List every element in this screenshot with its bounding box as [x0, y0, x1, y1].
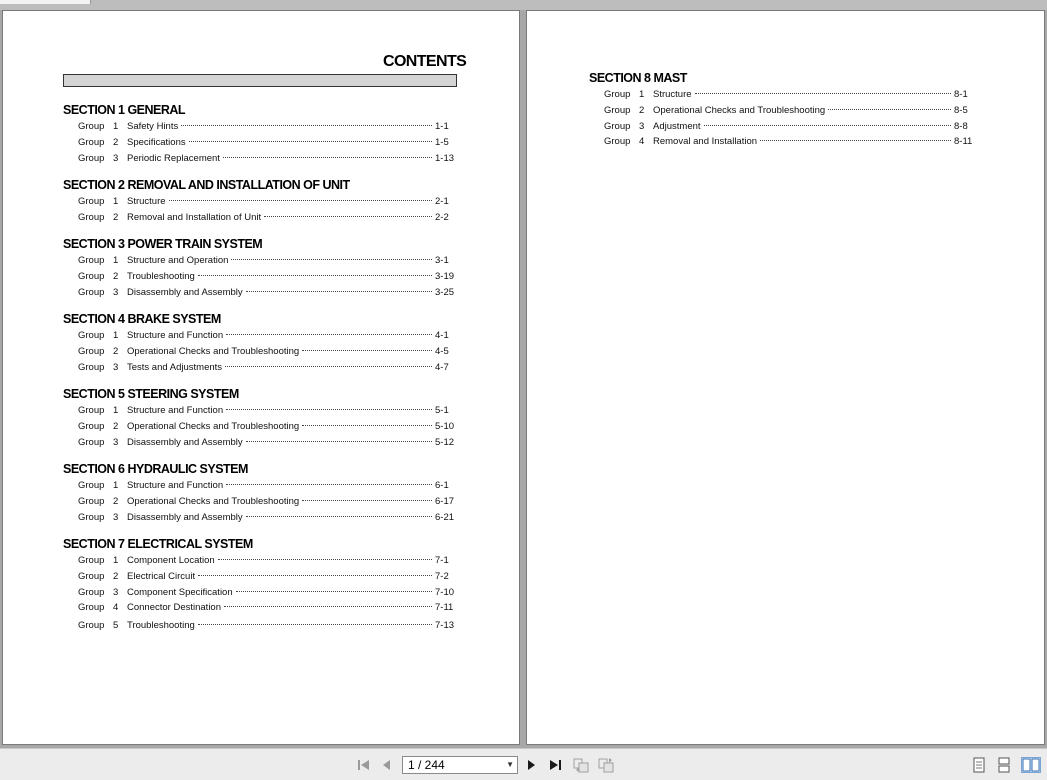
- entry-page: 7-11: [435, 602, 454, 614]
- group-label: Group: [78, 152, 105, 164]
- leader-dots: [704, 124, 951, 126]
- leader-dots: [695, 92, 951, 94]
- entry-title: Disassembly and Assembly: [127, 511, 243, 523]
- toc-entry[interactable]: [63, 285, 457, 301]
- page-indicator-text: 1 / 244: [408, 758, 445, 772]
- leader-dots: [226, 483, 432, 485]
- toc-entry[interactable]: [589, 87, 976, 103]
- group-label: Group: [78, 602, 105, 614]
- two-page-view-icon[interactable]: [1021, 757, 1041, 773]
- contents-title: CONTENTS: [383, 53, 467, 70]
- group-number: 3: [113, 586, 119, 598]
- group-label: Group: [78, 436, 105, 448]
- chevron-down-icon[interactable]: ▼: [506, 760, 514, 769]
- entry-title: Structure and Operation: [127, 255, 229, 266]
- leader-dots: [225, 365, 432, 367]
- leader-dots: [198, 623, 432, 625]
- section-heading: SECTION 8 MAST: [589, 71, 687, 85]
- leader-dots: [264, 215, 432, 217]
- group-label: Group: [78, 255, 105, 266]
- entry-page: 6-1: [435, 480, 449, 491]
- group-label: Group: [604, 104, 631, 116]
- entry-page: 5-1: [435, 405, 449, 416]
- leader-dots: [302, 424, 432, 426]
- leader-dots: [302, 349, 432, 351]
- section-heading: SECTION 6 HYDRAULIC SYSTEM: [63, 462, 248, 476]
- toc-entry[interactable]: [63, 478, 457, 494]
- leader-dots: [224, 605, 432, 607]
- document-page-right: [526, 10, 1045, 745]
- leader-dots: [236, 590, 432, 592]
- entry-title: Electrical Circuit: [127, 570, 196, 582]
- section-8: [589, 69, 976, 150]
- group-number: 1: [113, 330, 119, 341]
- entry-page: 4-1: [435, 330, 449, 341]
- group-number: 2: [113, 495, 119, 507]
- group-number: 2: [113, 345, 119, 357]
- leader-dots: [246, 515, 432, 517]
- previous-page-icon[interactable]: [379, 757, 395, 773]
- group-label: Group: [78, 136, 105, 148]
- toc-entry[interactable]: [63, 600, 457, 616]
- toc-entry[interactable]: [63, 269, 457, 285]
- group-label: Group: [78, 620, 105, 632]
- section-heading: SECTION 5 STEERING SYSTEM: [63, 387, 239, 401]
- section-heading: SECTION 3 POWER TRAIN SYSTEM: [63, 237, 263, 251]
- section-2: [63, 176, 457, 226]
- entry-page: 7-2: [435, 570, 449, 582]
- group-number: 1: [113, 405, 119, 416]
- leader-dots: [189, 140, 432, 142]
- group-label: Group: [78, 211, 105, 223]
- group-number: 1: [639, 89, 645, 100]
- entry-page: 1-13: [435, 152, 455, 164]
- entry-page: 4-5: [435, 345, 449, 357]
- toc-entry[interactable]: [63, 119, 457, 135]
- toc-entry[interactable]: [63, 435, 457, 451]
- toc-entry[interactable]: [63, 360, 457, 376]
- toc-entry[interactable]: [589, 134, 976, 150]
- section-heading: SECTION 4 BRAKE SYSTEM: [63, 312, 221, 326]
- group-number: 3: [113, 361, 119, 373]
- group-number: 2: [639, 104, 645, 116]
- toc-entry[interactable]: [63, 151, 457, 167]
- group-number: 1: [113, 555, 119, 566]
- group-label: Group: [78, 480, 105, 491]
- group-number: 1: [113, 196, 119, 207]
- group-label: Group: [78, 420, 105, 432]
- group-number: 3: [113, 511, 119, 523]
- group-label: Group: [604, 136, 631, 148]
- entry-title: Connector Destination: [127, 602, 221, 614]
- leader-dots: [218, 558, 432, 560]
- toc-entry[interactable]: [63, 494, 457, 510]
- toc-entry[interactable]: [63, 618, 457, 634]
- entry-title: Tests and Adjustments: [127, 361, 223, 373]
- leader-dots: [169, 199, 432, 201]
- toc-entry[interactable]: [63, 585, 457, 601]
- entry-title: Troubleshooting: [127, 620, 195, 632]
- entry-title: Removal and Installation: [653, 136, 758, 148]
- toc-entry[interactable]: [63, 419, 457, 435]
- single-page-view-icon[interactable]: [971, 757, 987, 773]
- entry-page: 2-1: [435, 196, 449, 207]
- entry-title: Structure: [127, 196, 166, 207]
- entry-title: Operational Checks and Troubleshooting: [127, 345, 300, 357]
- group-number: 3: [639, 120, 645, 132]
- group-label: Group: [78, 196, 105, 207]
- entry-title: Troubleshooting: [127, 270, 195, 282]
- group-number: 1: [113, 480, 119, 491]
- entry-page: 1-5: [435, 136, 449, 148]
- entry-page: 4-7: [435, 361, 449, 373]
- entry-title: Operational Checks and Troubleshooting: [653, 104, 826, 116]
- entry-title: Periodic Replacement: [127, 152, 220, 164]
- group-label: Group: [78, 495, 105, 507]
- leader-dots: [198, 574, 432, 576]
- leader-dots: [246, 440, 432, 442]
- section-1: [63, 101, 457, 166]
- navigation-toolbar: [0, 748, 1047, 780]
- toc-entry[interactable]: [589, 103, 976, 119]
- entry-page: 3-1: [435, 255, 449, 266]
- last-page-icon[interactable]: [547, 757, 563, 773]
- entry-title: Structure and Function: [127, 330, 224, 341]
- group-label: Group: [78, 330, 105, 341]
- group-number: 2: [113, 136, 119, 148]
- group-number: 3: [113, 152, 119, 164]
- entry-page: 6-17: [435, 495, 455, 507]
- entry-page: 8-5: [954, 104, 968, 116]
- group-number: 1: [113, 121, 119, 132]
- entry-page: 1-1: [435, 121, 449, 132]
- leader-dots: [246, 290, 432, 292]
- entry-title: Component Specification: [127, 586, 233, 598]
- leader-dots: [226, 333, 432, 335]
- section-4: [63, 310, 457, 375]
- entry-title: Adjustment: [653, 120, 701, 132]
- entry-page: 3-25: [435, 286, 455, 298]
- group-number: 4: [639, 136, 645, 148]
- toc-entry[interactable]: [63, 510, 457, 526]
- toc-entry[interactable]: [63, 344, 457, 360]
- continuous-view-icon[interactable]: [996, 757, 1012, 773]
- toc-entry[interactable]: [63, 403, 457, 419]
- entry-title: Disassembly and Assembly: [127, 286, 243, 298]
- group-label: Group: [78, 570, 105, 582]
- leader-dots: [760, 139, 951, 141]
- toc-entry[interactable]: [63, 135, 457, 151]
- document-page-left: [2, 10, 520, 745]
- top-strip: [0, 0, 1047, 10]
- first-page-icon[interactable]: [356, 757, 372, 773]
- toc-entry[interactable]: [589, 119, 976, 135]
- next-page-icon[interactable]: [523, 757, 539, 773]
- entry-title: Component Location: [127, 555, 215, 566]
- group-number: 2: [113, 270, 119, 282]
- entry-page: 8-1: [954, 89, 968, 100]
- toc-entry[interactable]: [63, 328, 457, 344]
- entry-page: 3-19: [435, 270, 455, 282]
- entry-title: Structure and Function: [127, 480, 224, 491]
- entry-page: 2-2: [435, 211, 449, 223]
- entry-page: 7-10: [435, 586, 455, 598]
- section-3: [63, 235, 457, 300]
- group-number: 3: [113, 436, 119, 448]
- group-number: 3: [113, 286, 119, 298]
- group-label: Group: [78, 361, 105, 373]
- section-heading: SECTION 1 GENERAL: [63, 103, 186, 117]
- group-number: 2: [113, 420, 119, 432]
- entry-page: 7-13: [435, 620, 455, 632]
- group-label: Group: [78, 270, 105, 282]
- group-label: Group: [78, 586, 105, 598]
- toc-entry[interactable]: [63, 253, 457, 269]
- leader-dots: [198, 274, 432, 276]
- leader-dots: [181, 124, 432, 126]
- toc-entry[interactable]: [63, 553, 457, 569]
- group-label: Group: [78, 345, 105, 357]
- entry-title: Removal and Installation of Unit: [127, 211, 262, 223]
- group-label: Group: [78, 405, 105, 416]
- section-heading: SECTION 7 ELECTRICAL SYSTEM: [63, 537, 253, 551]
- toc-entry[interactable]: [63, 210, 457, 226]
- entry-title: Structure: [653, 89, 692, 100]
- section-5: [63, 385, 457, 450]
- group-number: 2: [113, 570, 119, 582]
- entry-title: Structure and Function: [127, 405, 224, 416]
- group-number: 2: [113, 211, 119, 223]
- toc-entry[interactable]: [63, 569, 457, 585]
- page-number-select[interactable]: [402, 756, 518, 774]
- tab-stub[interactable]: [0, 0, 91, 4]
- entry-page: 8-8: [954, 120, 968, 132]
- next-view-icon[interactable]: [598, 757, 614, 773]
- group-label: Group: [604, 89, 631, 100]
- group-number: 1: [113, 255, 119, 266]
- toc-entry[interactable]: [63, 194, 457, 210]
- leader-dots: [302, 499, 432, 501]
- previous-view-icon[interactable]: [573, 757, 589, 773]
- entry-title: Operational Checks and Troubleshooting: [127, 495, 300, 507]
- entry-page: 6-21: [435, 511, 455, 523]
- entry-page: 7-1: [435, 555, 449, 566]
- group-number: 5: [113, 620, 119, 632]
- entry-page: 5-10: [435, 420, 455, 432]
- section-heading: SECTION 2 REMOVAL AND INSTALLATION OF UNIT: [63, 178, 350, 192]
- leader-dots: [828, 108, 951, 110]
- entry-page: 8-11: [954, 136, 973, 148]
- leader-dots: [231, 258, 432, 260]
- entry-page: 5-12: [435, 436, 455, 448]
- group-label: Group: [78, 121, 105, 132]
- title-rule-bar: [63, 74, 457, 87]
- section-7: [63, 535, 457, 634]
- leader-dots: [226, 408, 432, 410]
- leader-dots: [223, 156, 432, 158]
- group-label: Group: [78, 511, 105, 523]
- entry-title: Safety Hints: [127, 121, 179, 132]
- entry-title: Disassembly and Assembly: [127, 436, 243, 448]
- group-label: Group: [78, 555, 105, 566]
- group-label: Group: [604, 120, 631, 132]
- group-number: 4: [113, 602, 119, 614]
- section-6: [63, 460, 457, 525]
- group-label: Group: [78, 286, 105, 298]
- entry-title: Operational Checks and Troubleshooting: [127, 420, 300, 432]
- entry-title: Specifications: [127, 136, 186, 148]
